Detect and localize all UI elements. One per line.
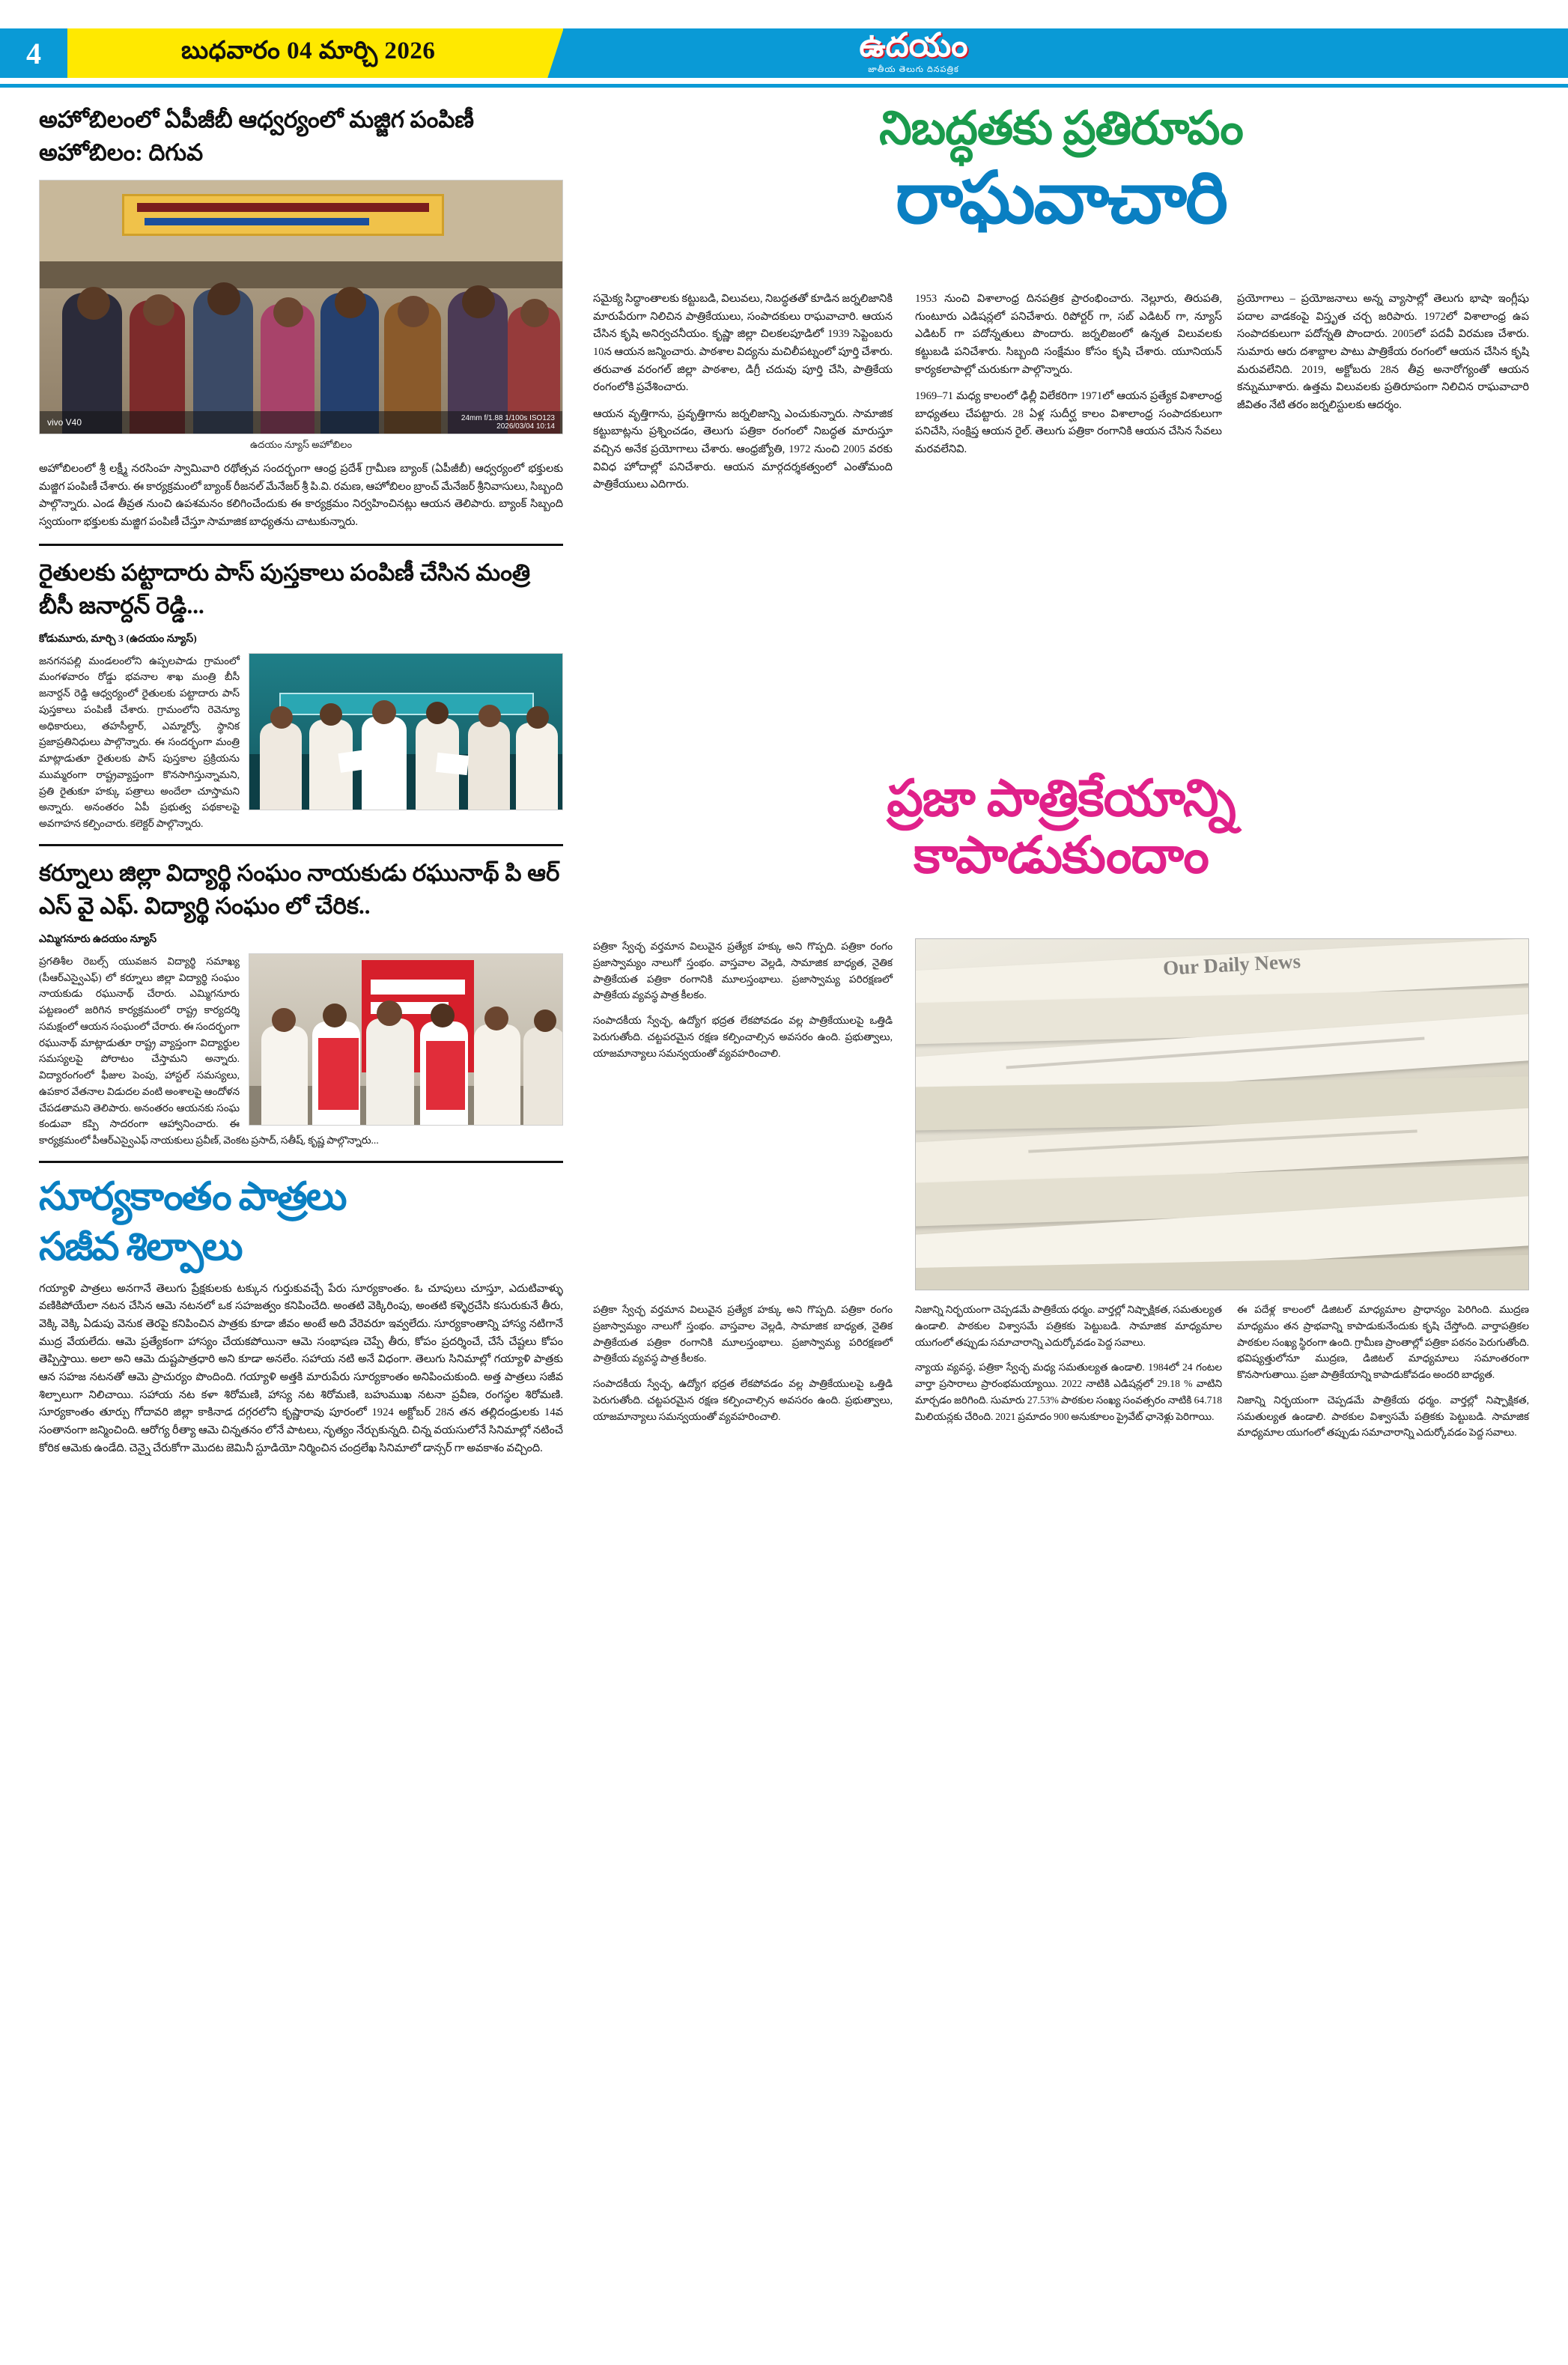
divider-1 (39, 544, 563, 546)
divider-3 (39, 1161, 563, 1163)
story-suryakantham (39, 1174, 563, 1457)
column-three (915, 291, 1222, 468)
column-two (593, 291, 893, 503)
feature-para-1: పత్రికా స్వేచ్ఛ వర్తమాన విలువైన ప్రత్యేక హక్కు అని గొప్పది. పత్రికా రంగం ప్రజాస్వామ్యం నాలుగో స్తంభం. వాస్తవాల వెల్లడి, సామాజిక బాధ్యత, నైతిక పాత్రికేయత పత్రికా రంగానికి మూలస్తంభాలు. ప్రజాస్వామ్య పరిరక్షణలో పాత్రికేయ వ్యవస్థ పాత్ర కీలకం. (593, 941, 893, 1001)
date-bar (67, 28, 562, 78)
feature-col-a (593, 938, 893, 1070)
camera-model: vivo V40 (47, 417, 82, 428)
story-pattadar (39, 556, 563, 832)
feature-para-2b: సంపాదకీయ స్వేచ్ఛ, ఉద్యోగ భద్రత లేకపోవడం వల్ల పాత్రికేయులపై ఒత్తిడి పెరుగుతోంది. చట్టపరమైన రక్షణ కల్పించాల్సిన అవసరం ఉంది. ప్రభుత్వాలు, యాజమాన్యాలు సమన్వయంతో వ్యవహరించాలి. (593, 1378, 893, 1422)
lead-para-4: 1969–71 మధ్య కాలంలో ఢిల్లీ విలేకరిగా 1971లో ఆయన ప్రత్యేక విశాలాంధ్ర బాధ్యతలు చేపట్టారు. 28 ఏళ్ల సుదీర్ఘ కాలం విశాలాంధ్ర సంపాదకులుగా పనిచేసి, సంక్షిప్త ఆయన రైల్. తెలుగు పత్రికా రంగానికి ఆయన చేసిన సేవలు మరవలేనివి. (915, 390, 1222, 456)
dateline-pattadar: కోడుమూరు, మార్చి 3 (ఉదయం న్యూస్) (39, 633, 197, 645)
camera-info-strip (40, 411, 562, 434)
feature-col-d (1237, 1302, 1529, 1450)
feature-headline-line2: కాపాడుకుందాం (914, 827, 1209, 884)
headline-suryakantham-line2: సజీవ శిల్పాలు (39, 1226, 242, 1269)
newspaper-logo (805, 18, 1022, 87)
feature-para-5: ఈ పదేళ్ల కాలంలో డిజిటల్ మాధ్యమాల ప్రాధాన్యం పెరిగింది. ముద్రణ మాధ్యమం తన ప్రాభవాన్ని కాపాడుకునేందుకు కృషి చేస్తోంది. వార్తాపత్రికల పాఠకుల సంఖ్య స్థిరంగా ఉంది. గ్రామీణ ప్రాంతాల్లో పత్రికా పఠనం పెరుగుతోంది. భవిష్యత్తులోనూ ముద్రణ, డిజిటల్ మాధ్యమాలు సమాంతరంగా కొనసాగుతాయి. ప్రజా పాత్రికేయాన్ని కాపాడుకోవడం అందరి బాధ్యత. (1237, 1304, 1529, 1380)
lead-para-5: ప్రయోగాలు – ప్రయోజనాలు అన్న వ్యాసాల్లో తెలుగు భాషా ఇంగ్లీషు పదాల వాడకంపై విస్తృత చర్చ జరిపారు. 1972లో విశాలాంధ్ర ఉప సంపాదకులుగా పదోన్నతి పొందారు. 2005లో పదవీ విరమణ చేశారు. సుమారు ఆరు దశాబ్దాల పాటు పాత్రికేయ రంగంలో ఆయన చేసిన కృషి మరువలేనిది. 2019, అక్టోబరు 28న తీవ్ర అనారోగ్యంతో ఆయన కన్నుమూశారు. ఉత్తమ విలువలకు ప్రతిరూపంగా నిలిచిన రాఘవాచారి జీవితం నేటి తరం జర్నలిస్టులకు ఆదర్శం. (1237, 293, 1529, 411)
camera-exif: 24mm f/1.88 1/100s ISO123 2026/03/04 10:14 (461, 413, 555, 431)
photo-pattadar (249, 653, 563, 810)
lead-para-1: సమైక్య సిద్ధాంతాలకు కట్టుబడి, విలువలు, నిబద్ధతతో కూడిన జర్నలిజానికి మారుపేరుగా నిలిచిన పాత్రికేయులు, సంపాదకులు రాఘవాచారి. ఆయన చేసిన కృషి అనిర్వచనీయం. కృష్ణా జిల్లా చిలకలపూడిలో 1939 సెప్టెంబరు 10న ఆయన జన్మించారు. పాఠశాల విద్యను మచిలీపట్నంలో పూర్తి చేశారు. తరువాత వరంగల్ జిల్లా పాఠశాల, డిగ్రీ చదువు పూర్తి చేసి, పాత్రికేయ రంగంలోకి ప్రవేశించారు. (593, 293, 893, 394)
lead-headline-block (593, 103, 1529, 239)
headline-ahobilam: అహోబిలంలో ఏపీజీబీ ఆధ్వర్యంలో మజ్జిగ పంపిణీ అహోబిలం: దిగువ (39, 106, 475, 166)
column-four (1237, 291, 1529, 423)
lead-headline-line1: నిబద్ధతకు ప్రతిరూపం (879, 103, 1243, 154)
blue-strip (563, 28, 1568, 78)
photo-student-union (249, 953, 563, 1126)
body-ahobilam: అహోబిలంలో శ్రీ లక్ష్మీ నరసింహ స్వామివారి రథోత్సవ సందర్భంగా ఆంధ్ర ప్రదేశ్ గ్రామీణ బ్యాంక్ (ఏపీజీబీ) ఆధ్వర్యంలో భక్తులకు మజ్జిగ పంపిణీ చేశారు. ఈ కార్యక్రమంలో బ్యాంక్ రీజనల్ మేనేజర్ శ్రీ పి.వి. రమణ, ఆహోబిలం బ్రాంచ్ మేనేజర్ శ్రీనివాసులు, సిబ్బంది పాల్గొన్నారు. ఎండ తీవ్రత నుంచి ఉపశమనం కలిగించేందుకు ఈ కార్యక్రమం నిర్వహించినట్లు ఆయన తెలిపారు. బ్యాంక్ సిబ్బంది స్వయంగా భక్తులకు మజ్జిగ పంపిణీ చేస్తూ సామాజిక బాధ్యతను చాటుకున్నారు. (39, 463, 563, 528)
feature-headline-block (593, 770, 1529, 884)
lead-para-2: ఆయన వృత్తిగాను, ప్రవృత్తిగాను జర్నలిజాన్ని ఎంచుకున్నారు. సామాజిక కట్టుబాట్లను ప్రశ్నించడం, తెలుగు పత్రికా రంగంలో నిబద్ధత మారుస్తూ వచ్చిన అనేక ప్రయోగాలు చేశారు. ఆంధ్రజ్యోతి, 1972 నుంచి 2005 వరకు వివిధ హోదాల్లో పనిచేశారు. ఆయన మార్గదర్శకత్వంలో ఎంతోమంది పాత్రికేయులు ఎదిగారు. (593, 407, 893, 491)
photo-newspapers: Our Daily News (915, 938, 1529, 1290)
lead-headline-line2: రాఘవాచారి (896, 158, 1227, 239)
masthead-underline (0, 84, 1568, 88)
logo-subtitle: జాతీయ తెలుగు దినపత్రిక (868, 64, 959, 74)
feature-col-b (593, 1302, 893, 1433)
feature-col-c (915, 1302, 1222, 1433)
content-grid (39, 103, 1529, 2335)
headline-pattadar: రైతులకు పట్టాదారు పాస్ పుస్తకాలు పంపిణీ చేసిన మంత్రి బీసీ జనార్దన్ రెడ్డి... (39, 559, 531, 619)
feature-para-4: న్యాయ వ్యవస్థ, పత్రికా స్వేచ్ఛ మధ్య సమతుల్యత ఉండాలి. 1984లో 24 గంటల వార్తా ప్రసారాలు ప్రారంభమయ్యాయి. 2022 నాటికి ఎడిషన్లలో 29.18 % వాటిని మార్చడం జరిగింది. సుమారు 27.53% పాఠకుల సంఖ్య సంవత్సరం నాటికి 64.718 మిలియన్లకు చేరింది. 2021 ప్రమాదం 900 అనుకూలం ప్రైవేట్ ఛానెళ్లు పెరిగాయి. (915, 1361, 1222, 1422)
feature-para-1b: పత్రికా స్వేచ్ఛ వర్తమాన విలువైన ప్రత్యేక హక్కు అని గొప్పది. పత్రికా రంగం ప్రజాస్వామ్యం నాలుగో స్తంభం. వాస్తవాల వెల్లడి, సామాజిక బాధ్యత, నైతిక పాత్రికేయత పత్రికా రంగానికి మూలస్తంభాలు. ప్రజాస్వామ్య పరిరక్షణలో పాత్రికేయ వ్యవస్థ పాత్ర కీలకం. (593, 1304, 893, 1364)
body-suryakantham: గయ్యాళి పాత్రలు అనగానే తెలుగు ప్రేక్షకులకు టక్కున గుర్తుకువచ్చే పేరు సూర్యకాంతం. ఓ చూపులు చూస్తూ, ఎదుటివాళ్ళు వణికిపోయేలా నటన చేసిన ఆమె నటనలో ఒక సహజత్వం కనిపించేది. అంతటి వెక్కిరింపు, అంతటి కళ్ళెర్రచేసి కసురుకునే తీరు, వెక్కి వెక్కి ఏడుపు వెనుక తెరపై కనిపించిన పాత్రకు కూడా జీవం అంటే అది వేరెవరూ ఇవ్వలేదు. సూర్యకాంతాన్ని హాస్య నటిగానే ముద్ర వేయలేదు. ఆమె ప్రత్యేకంగా హాస్యం చేయకపోయినా ఆమె సంభాషణ చెప్పే తీరు, కోపం ప్రదర్శించే, చేసే చేష్టలు కోపం తెప్పిస్తాయి. అలా అని ఆమె దుష్టపాత్రధారి అని కూడా అనలేం. సహాయ నటి అనే విధంగా. తెలుగు సినిమాల్లో గయ్యాళి పాత్రకు ఆన సహజ నటనతో ఆమె ప్రాచుర్యం పొందింది. గయ్యాళి అత్తకి మారుపేరు సూర్యకాంతం అనిపించుకుంది. అత్త పాత్రలు సజీవ శిల్పాలుగా నిలిచాయి. సహాయ నట కళా శిరోమణి, హాస్య నట శిరోమణి, బహుముఖ నటనా ప్రవీణ, రంగస్థల శిరోమణి. సూర్యకాంతం తూర్పు గోదావరి జిల్లా కాకినాడ దగ్గరలోని కృష్ణారావు పూరంలో 1924 అక్టోబర్ 28న తన తల్లిదండ్రులకు 14వ సంతానంగా జన్మించింది. ఆరోగ్య రీత్యా ఆమె చిన్నతనం లోనే పాటలు, నృత్యం నేర్చుకున్నది. చిన్న వయసులోనే సినిమాల్లో నటించే కోరిక ఆమెకు ఉండేది. చెన్నై చేరుకోగా మొదట జెమినీ స్టూడియో నిర్మించిన చంద్రలేఖ సినిమాలో డాన్సర్ గా అవకాశం వచ్చింది. (39, 1282, 564, 1454)
lead-para-3: 1953 నుంచి విశాలాంధ్ర దినపత్రిక ప్రారంభించారు. నెల్లూరు, తిరుపతి, గుంటూరు ఎడిషన్లలో పనిచేశారు. రిపోర్టర్ గా, సబ్ ఎడిటర్ గా, న్యూస్ ఎడిటర్ గా పదోన్నతులు పొందారు. జర్నలిజంలో ఉన్నత విలువలకు కట్టుబడి పనిచేశారు. సిబ్బంది సంక్షేమం కోసం కృషి చేశారు. యూనియన్ కార్యకలాపాల్లో చురుకుగా పాల్గొన్నారు. (915, 293, 1222, 376)
feature-headline-line1: ప్రజా పాత్రికేయాన్ని (887, 770, 1236, 827)
feature-para-3: నిజాన్ని నిర్భయంగా చెప్పడమే పాత్రికేయ ధర్మం. వార్తల్లో నిష్పాక్షికత, సమతుల్యత ఉండాలి. పాఠకుల విశ్వాసమే పత్రికకు పెట్టుబడి. సామాజిక మాధ్యమాల యుగంలో తప్పుడు సమాచారాన్ని ఎదుర్కోవడం పెద్ద సవాలు. (915, 1304, 1222, 1348)
photo-credit-ahobilam: ఉదయం న్యూస్ అహోబిలం (249, 439, 353, 451)
story-ahobilam (39, 103, 563, 532)
logo-title: ఉదయం (859, 26, 968, 64)
divider-2 (39, 844, 563, 846)
story-student-union (39, 857, 563, 1149)
masthead (0, 0, 1568, 90)
body-pattadar: జనగనపల్లి మండలంలోని ఉప్పలపాడు గ్రామంలో మంగళవారం రోడ్డు భవనాల శాఖ మంత్రి బీసీ జనార్దన్ రెడ్డి ఆధ్వర్యంలో రైతులకు పట్టాదారు పాస్ పుస్తకాలు పంపిణీ చేశారు. గ్రామంలోని రెవెన్యూ అధికారులు, తహసీల్దార్, ఎమ్మార్వో, స్థానిక ప్రజాప్రతినిధులు పాల్గొన్నారు. ఈ సందర్భంగా మంత్రి మాట్లాడుతూ రైతులకు పాస్ పుస్తకాల ప్రక్రియను ముమ్మరంగా రాష్ట్రవ్యాప్తంగా కొనసాగిస్తున్నామని, ప్రతి రైతుకూ హక్కు పత్రాలు అందేలా చూస్తామని అన్నారు. అనంతరం ఏపీ ప్రభుత్వ పథకాలపై అవగాహన కల్పించారు. కలెక్టర్ పాల్గొన్నారు. (39, 655, 240, 830)
headline-student-union: కర్నూలు జిల్లా విద్యార్థి సంఘం నాయకుడు రఘునాథ్ పి ఆర్ ఎస్ వై ఎఫ్. విద్యార్థి సంఘం లో చేరిక.. (39, 859, 560, 919)
feature-para-2: సంపాదకీయ స్వేచ్ఛ, ఉద్యోగ భద్రత లేకపోవడం వల్ల పాత్రికేయులపై ఒత్తిడి పెరుగుతోంది. చట్టపరమైన రక్షణ కల్పించాల్సిన అవసరం ఉంది. ప్రభుత్వాలు, యాజమాన్యాలు సమన్వయంతో వ్యవహరించాలి. (593, 1015, 893, 1059)
headline-suryakantham-line1: సూర్యకాంతం పాత్రలు (39, 1175, 346, 1218)
publication-date: బుధవారం 04 మార్చి 2026 (181, 37, 436, 64)
photo-ahobilam (39, 180, 563, 434)
page-number: 4 (26, 36, 41, 70)
feature-para-3b: నిజాన్ని నిర్భయంగా చెప్పడమే పాత్రికేయ ధర్మం. వార్తల్లో నిష్పాక్షికత, సమతుల్యత ఉండాలి. పాఠకుల విశ్వాసమే పత్రికకు పెట్టుబడి. సామాజిక మాధ్యమాల యుగంలో తప్పుడు సమాచారాన్ని ఎదుర్కోవడం పెద్ద సవాలు. (1237, 1394, 1529, 1439)
dateline-student-union: ఎమ్మిగనూరు ఉదయం న్యూస్ (39, 933, 157, 945)
column-one (39, 103, 563, 1466)
body-student-union: ప్రగతిశీల రెబల్స్ యువజన విద్యార్థి సమాఖ్య (పీఆర్ఎస్వైఎఫ్) లో కర్నూలు జిల్లా విద్యార్థి సంఘం నాయకుడు రఘునాథ్ చేరారు. ఎమ్మిగనూరు పట్టణంలో జరిగిన కార్యక్రమంలో రాష్ట్ర కార్యదర్శి సమక్షంలో ఆయన సంఘంలో చేరారు. ఈ సందర్భంగా రఘునాథ్ మాట్లాడుతూ రాష్ట్ర వ్యాప్తంగా విద్యార్థుల సమస్యలపై పోరాటం చేస్తామని అన్నారు. విద్యారంగంలో ఫీజుల పెంపు, హాస్టల్ సమస్యలు, ఉపకార వేతనాల విడుదల వంటి అంశాలపై ఆందోళన చేపడతామని తెలిపారు. అనంతరం ఆయనకు సంఘ కండువా కప్పి సాదరంగా ఆహ్వానించారు. ఈ కార్యక్రమంలో పీఆర్ఎస్వైఎఫ్ నాయకులు ప్రవీణ్, వెంకట ప్రసాద్, సతీష్, కృష్ణ పాల్గొన్నారు... (39, 955, 379, 1147)
